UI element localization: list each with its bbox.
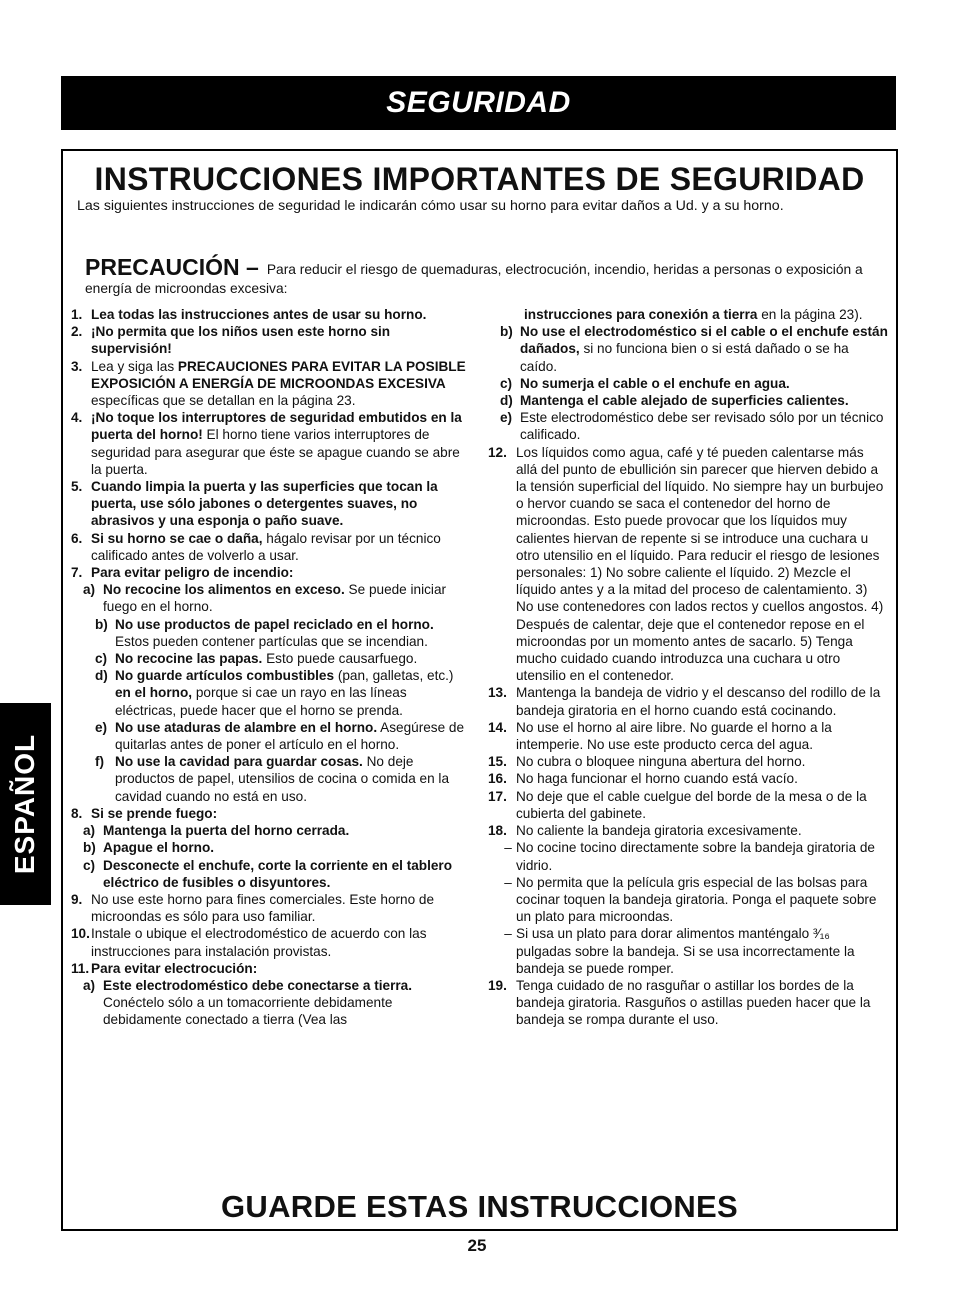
- instruction-subitem: [71, 753, 471, 805]
- instruction-subitem: [488, 375, 888, 392]
- instruction-subitem: [71, 977, 471, 1029]
- item-text: [91, 358, 471, 410]
- item-text: Instale o ubique el electrodoméstico de acuerdo con las instrucciones para instalación provistas.: [91, 926, 427, 959]
- instruction-item: [71, 564, 471, 581]
- item-text-bold: Este electrodoméstico debe conectarse a tierra.: [103, 977, 413, 993]
- item-text-part: Estos pueden contener partículas que se incendian.: [115, 633, 428, 649]
- item-text-part: porque si cae un rayo en las líneas eléctricas, puede hacer que el horno se prenda.: [115, 685, 407, 718]
- item-text: [115, 719, 471, 753]
- item-text-part: Lea y siga las: [91, 358, 178, 374]
- instruction-subitem: [488, 409, 888, 443]
- item-text-part: Conéctelo sólo a un tomacorriente debidamente debidamente conectado a tierra (Vea las: [103, 995, 393, 1028]
- item-number: 14.: [488, 719, 507, 735]
- item-number: 16.: [488, 771, 507, 787]
- item-text: [103, 581, 471, 615]
- instruction-item: [488, 788, 888, 822]
- instruction-item: [488, 753, 888, 770]
- instruction-item: [71, 306, 471, 323]
- instruction-item: [71, 358, 471, 410]
- item-text-part: Esto puede causarfuego.: [262, 651, 418, 667]
- item-number: 5.: [71, 479, 83, 495]
- item-text: Para evitar peligro de incendio:: [91, 565, 294, 581]
- item-text: [115, 667, 471, 719]
- item-letter: c): [500, 375, 513, 391]
- item-text-part: en la página 23).: [757, 307, 863, 322]
- instruction-continuation: [488, 306, 888, 323]
- item-number: 6.: [71, 530, 83, 546]
- item-text-part: El horno tiene varios interruptores de seguridad para asegurar que éste se apague cuando se abre la puerta.: [91, 427, 460, 477]
- item-text: Mantenga el cable alejado de superficies calientes.: [520, 393, 849, 409]
- item-number: 3.: [71, 358, 83, 374]
- instruction-item: [71, 409, 471, 478]
- item-letter: b): [500, 324, 513, 340]
- item-text: [115, 650, 471, 667]
- item-text: Mantenga la puerta del horno cerrada.: [103, 823, 350, 839]
- instruction-item: [488, 977, 888, 1029]
- item-letter: a): [83, 977, 96, 993]
- item-number: 18.: [488, 823, 507, 839]
- instruction-subitem: [488, 392, 888, 409]
- item-text: No deje que el cable cuelgue del borde de la mesa o de la cubierta del gabinete.: [516, 788, 867, 821]
- instruction-item: [71, 478, 471, 530]
- instruction-subitem: [71, 581, 471, 615]
- item-letter: e): [500, 410, 513, 426]
- item-text: [103, 977, 471, 1029]
- item-text: [115, 753, 471, 805]
- precaution-block: [85, 255, 885, 298]
- item-text: No use el horno al aire libre. No guarde el horno a la intemperie. No use este producto cerca del agua.: [516, 719, 832, 753]
- item-letter: c): [95, 651, 108, 667]
- item-text-bold: ¡No toque los interruptores de seguridad embutidos en la puerta del horno!: [91, 410, 462, 443]
- item-text-part: Asegúrese de quitarlas antes de poner el artículo en el horno.: [115, 719, 465, 753]
- item-text: Tenga cuidado de no rasguñar o astillar los bordes de la bandeja giratoria. Rasguños o astillas pueden hacer que la bandeja se rompa durante el uso.: [516, 977, 871, 1028]
- item-text-bold: Si su horno se cae o daña,: [91, 530, 263, 546]
- language-tab-label: ESPAÑOL: [9, 733, 41, 875]
- instruction-item: [488, 719, 888, 753]
- section-banner: [61, 76, 896, 130]
- item-text-bold: No recocine las papas.: [115, 651, 263, 667]
- item-number: 7.: [71, 565, 83, 581]
- item-text: [91, 530, 471, 564]
- item-text: No sumerja el cable o el enchufe en agua.: [520, 375, 790, 391]
- main-title: INSTRUCCIONES IMPORTANTES DE SEGURIDAD: [94, 161, 865, 197]
- instruction-subitem: [488, 323, 888, 375]
- item-letter: b): [95, 616, 108, 632]
- item-letter: c): [83, 857, 96, 873]
- item-text: No cubra o bloquee ninguna abertura del horno.: [516, 754, 806, 770]
- item-text-part: Se puede iniciar fuego en el horno.: [103, 582, 447, 615]
- left-column: [71, 306, 471, 1029]
- instruction-item: [71, 925, 471, 959]
- item-text: Apague el horno.: [103, 840, 215, 856]
- item-text-bold: No use productos de papel reciclado en el horno.: [115, 616, 434, 632]
- dash-marker: –: [504, 926, 512, 942]
- item-text: No caliente la bandeja giratoria excesivamente.: [516, 823, 802, 839]
- item-letter: d): [95, 668, 108, 684]
- item-text: Para evitar electrocución:: [91, 960, 258, 976]
- item-text-part: hágalo revisar por un técnico calificado antes de volverlo a usar.: [91, 530, 441, 563]
- instruction-item: [488, 822, 888, 839]
- item-text: [91, 409, 471, 478]
- item-text: Desconecte el enchufe, corte la corriente en el tablero eléctrico de fusibles o disyuntores.: [103, 857, 453, 890]
- item-text: No permita que la película gris especial de las bolsas para cocinar toquen la bandeja giratoria. Ponga el paquete sobre un plato para microondas.: [516, 874, 877, 925]
- item-text: [520, 323, 888, 375]
- save-instructions-title: GUARDE ESTAS INSTRUCCIONES: [220, 1189, 739, 1224]
- item-letter: a): [83, 582, 96, 598]
- item-text-bold: No recocine los alimentos en exceso.: [103, 582, 345, 598]
- item-number: 4.: [71, 410, 83, 426]
- intro-text: Las siguientes instrucciones de seguridad le indicarán cómo usar su horno para evitar daños a Ud. y a su horno.: [77, 198, 784, 214]
- item-letter: f): [95, 754, 105, 770]
- item-number: 10.: [71, 926, 90, 942]
- item-letter: d): [500, 393, 513, 409]
- item-text-bold: PRECAUCIONES PARA EVITAR LA POSIBLE EXPOSICIÓN A ENERGÍA DE MICROONDAS EXCESIVA: [91, 358, 466, 391]
- item-text: No use este horno para fines comerciales. Este horno de microondas es sólo para uso familiar.: [91, 891, 435, 925]
- instructions-frame: [61, 149, 898, 1231]
- item-text-bold: en el horno,: [115, 685, 193, 701]
- item-text: Este electrodoméstico debe ser revisado sólo por un técnico calificado.: [520, 410, 884, 443]
- instruction-dash-item: [488, 925, 888, 977]
- item-text: Lea todas las instrucciones antes de usar su horno.: [91, 307, 427, 322]
- instruction-subitem: [71, 857, 471, 891]
- item-text: Mantenga la bandeja de vidrio y el descanso del rodillo de la bandeja giratoria en el horno cuando está cocinando.: [516, 685, 881, 718]
- banner-title: SEGURIDAD: [386, 86, 571, 119]
- instruction-item: [71, 960, 471, 977]
- item-number: 2.: [71, 324, 83, 340]
- item-number: 19.: [488, 977, 507, 993]
- item-text-bold: No guarde artículos combustibles: [115, 668, 335, 684]
- instruction-subitem: [71, 616, 471, 650]
- instruction-subitem: [71, 719, 471, 753]
- item-text-part: específicas que se detallan en la página 23.: [91, 393, 356, 409]
- item-text: Si usa un plato para dorar alimentos manténgalo ³⁄₁₆ pulgadas sobre la bandeja. Si se usa incorrectamente la bandeja se puede romper.: [516, 926, 855, 976]
- dash-marker: –: [504, 840, 512, 856]
- item-number: 8.: [71, 805, 83, 821]
- item-text-part: No deje productos de papel, utensilios de cocina o comida en la cavidad cuando no está en uso.: [115, 754, 450, 804]
- item-number: 17.: [488, 788, 507, 804]
- page-number: 25: [467, 1236, 487, 1255]
- item-letter: e): [95, 719, 108, 735]
- item-number: 15.: [488, 754, 507, 770]
- item-text: No haga funcionar el horno cuando está vacío.: [516, 771, 798, 787]
- instruction-item: [71, 805, 471, 822]
- item-text: Si se prende fuego:: [91, 805, 218, 821]
- item-text-part: si no funciona bien o si está dañado o se ha caído.: [520, 341, 849, 374]
- item-number: 13.: [488, 685, 507, 701]
- instruction-subitem: [71, 667, 471, 719]
- instruction-dash-item: [488, 874, 888, 926]
- item-text-bold: No use la cavidad para guardar cosas.: [115, 754, 363, 770]
- instruction-item: [488, 444, 888, 685]
- item-number: 11.: [71, 960, 90, 976]
- item-text: ¡No permita que los niños usen este horno sin supervisión!: [91, 324, 391, 357]
- instruction-subitem: [71, 822, 471, 839]
- item-text: No cocine tocino directamente sobre la bandeja giratoria de vidrio.: [516, 840, 875, 873]
- instruction-dash-item: [488, 839, 888, 873]
- instruction-subitem: [71, 839, 471, 856]
- item-number: 12.: [488, 444, 507, 460]
- right-column: [488, 306, 888, 1029]
- item-text-bold: No use el electrodoméstico si el cable o el enchufe están dañados,: [520, 324, 888, 357]
- item-number: 1.: [71, 307, 83, 322]
- precaution-text: Para reducir el riesgo de quemaduras, electrocución, incendio, heridas a personas o exposición a energía de microondas excesiva:: [85, 262, 863, 296]
- instruction-item: [71, 323, 471, 357]
- item-number: 9.: [71, 891, 83, 907]
- instruction-subitem: [71, 650, 471, 667]
- item-text: Cuando limpia la puerta y las superficies que tocan la puerta, use sólo jabones o detergentes suaves, no abrasivos y una esponja o paño suave.: [91, 479, 438, 529]
- item-text-bold: instrucciones para conexión a tierra: [524, 307, 758, 322]
- item-letter: b): [83, 840, 96, 856]
- instruction-item: [71, 530, 471, 564]
- language-tab: [0, 703, 51, 905]
- instruction-item: [488, 770, 888, 787]
- item-text-part: (pan, galletas, etc.): [334, 668, 454, 684]
- instruction-item: [71, 891, 471, 925]
- dash-marker: –: [504, 874, 512, 890]
- precaution-label: PRECAUCIÓN –: [85, 254, 259, 280]
- instruction-item: [488, 684, 888, 718]
- item-text: Los líquidos como agua, café y té pueden calentarse más allá del punto de ebullición sin parecer que hierven debido a la tensión superficial del líquido. No siempre hay un burbujeo o hervor cuando se saca el contenedor del horno de microondas. Esto puede provocar que los líquidos muy calientes hiervan de repente si se introduce una cuchara u otro utensilio en el líquido. Para reducir el riesgo de lesiones personales: 1) No sobre caliente el líquido. 2) Mezcle el líquido antes y a la mitad del proceso de calentamiento. 3) No use contenedores con lados rectos y cuellos angostos. 4) Después de calentar, deje que el contenedor repose en el microondas por un momento antes de sacarlo. 5) Tenga mucho cuidado cuando introduzca una cuchara u otro utensilio en el contenedor.: [516, 444, 884, 684]
- item-text: [115, 616, 471, 650]
- item-letter: a): [83, 823, 96, 839]
- item-text-bold: No use ataduras de alambre en el horno.: [115, 719, 378, 735]
